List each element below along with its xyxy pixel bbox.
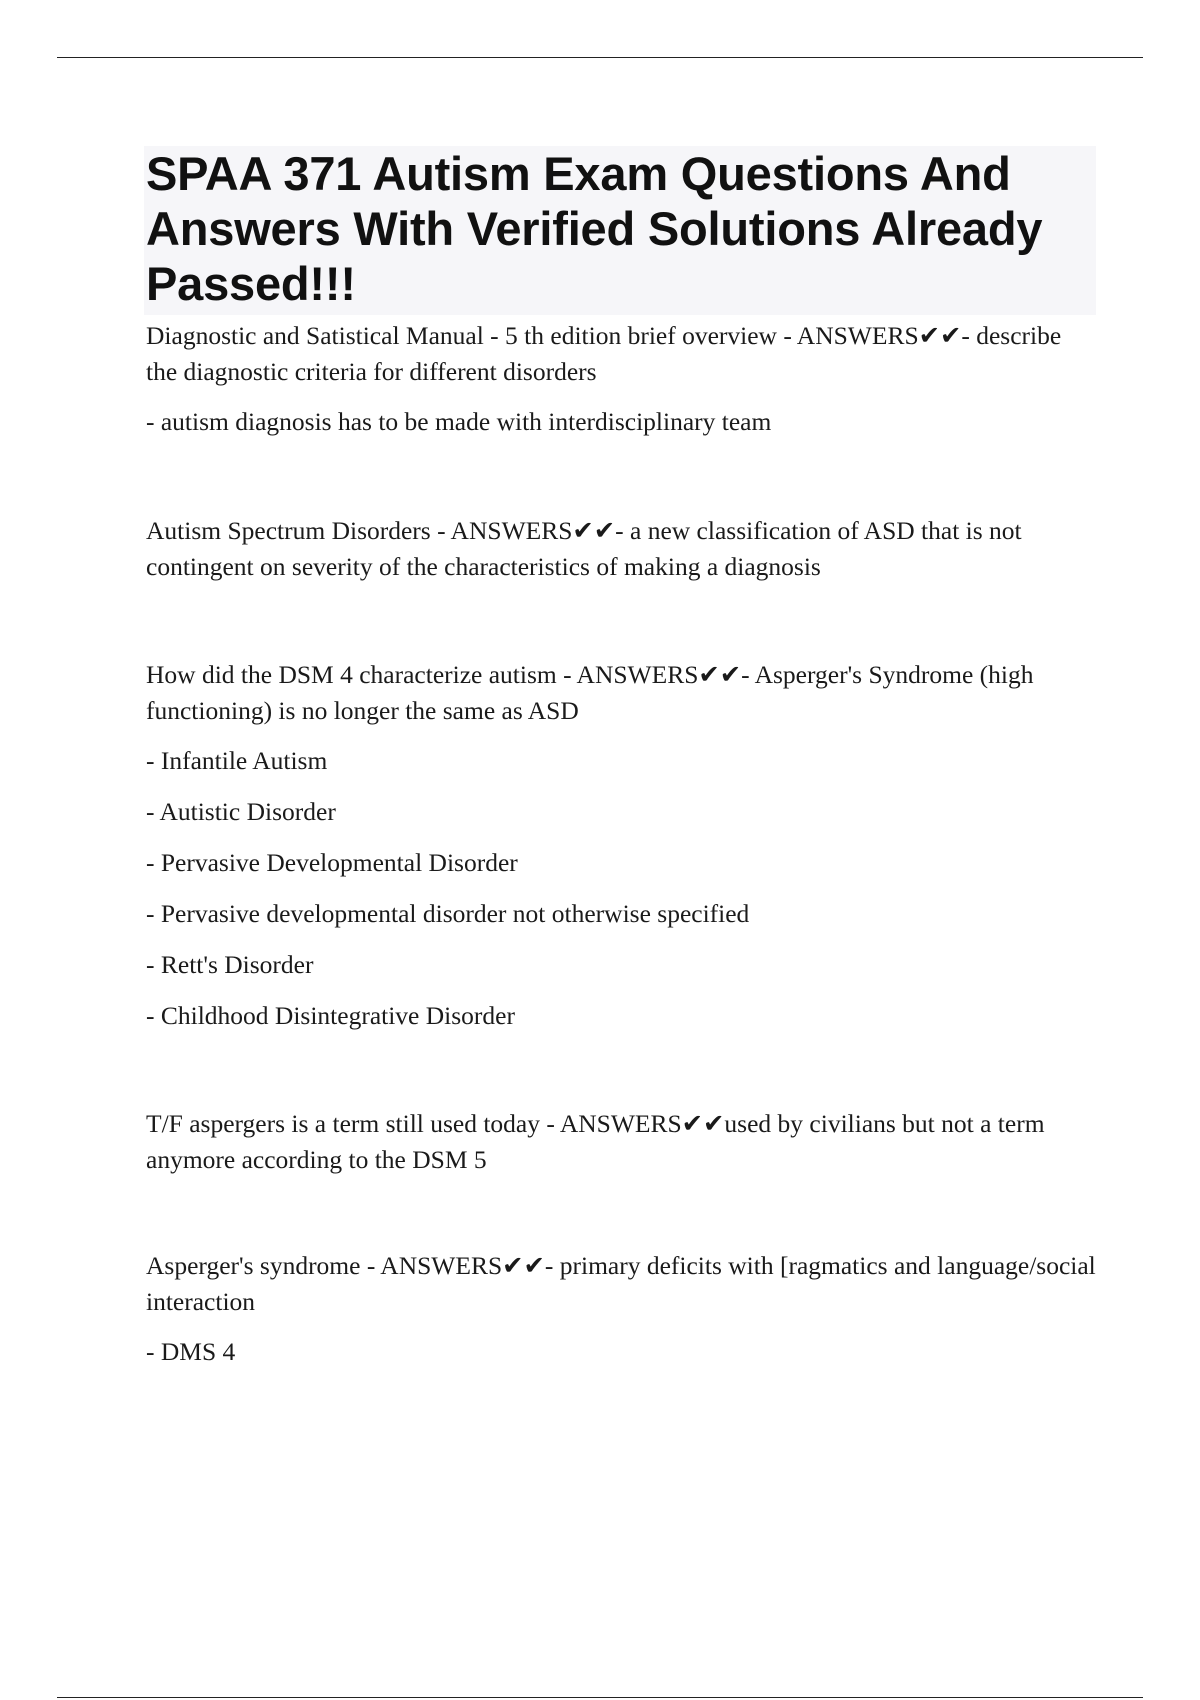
qa-entry-5-line-1: - DMS 4 xyxy=(146,1337,236,1366)
title-block xyxy=(144,146,1096,315)
document-body xyxy=(146,146,1096,1370)
qa-entry-3-line-1: - Infantile Autism xyxy=(146,746,328,775)
document-title: SPAA 371 Autism Exam Questions And Answers With Verified Solutions Already Passed!!! xyxy=(146,147,1043,310)
qa-entry-2-question: Autism Spectrum Disorders - ANSWERS✔✔- a new classification of ASD that is not contingent on severity of the characteristics of making a diagnosis xyxy=(146,516,1022,581)
qa-entry-3-question: How did the DSM 4 characterize autism - ANSWERS✔✔- Asperger's Syndrome (high functioning) is no longer the same as ASD xyxy=(146,660,1034,725)
qa-entry-1-line-1: - autism diagnosis has to be made with interdisciplinary team xyxy=(146,407,772,436)
qa-entry-1-question: Diagnostic and Satistical Manual - 5 th edition brief overview - ANSWERS✔✔- describe the diagnostic criteria for different disorders xyxy=(146,321,1062,386)
qa-entry-3-line-4: - Pervasive developmental disorder not otherwise specified xyxy=(146,899,750,928)
qa-entry-4-question: T/F aspergers is a term still used today - ANSWERS✔✔used by civilians but not a term anymore according to the DSM 5 xyxy=(146,1109,1045,1174)
qa-list xyxy=(146,318,1096,1370)
qa-entry-3-line-6: - Childhood Disintegrative Disorder xyxy=(146,1001,515,1030)
qa-entry-3-line-3: - Pervasive Developmental Disorder xyxy=(146,848,518,877)
qa-entry-3-line-5: - Rett's Disorder xyxy=(146,950,314,979)
qa-entry-3-line-2: - Autistic Disorder xyxy=(146,797,336,826)
top-rule xyxy=(57,57,1143,58)
qa-entry-5-question: Asperger's syndrome - ANSWERS✔✔- primary deficits with [ragmatics and language/social interaction xyxy=(146,1251,1096,1316)
bottom-rule xyxy=(57,1697,1143,1698)
